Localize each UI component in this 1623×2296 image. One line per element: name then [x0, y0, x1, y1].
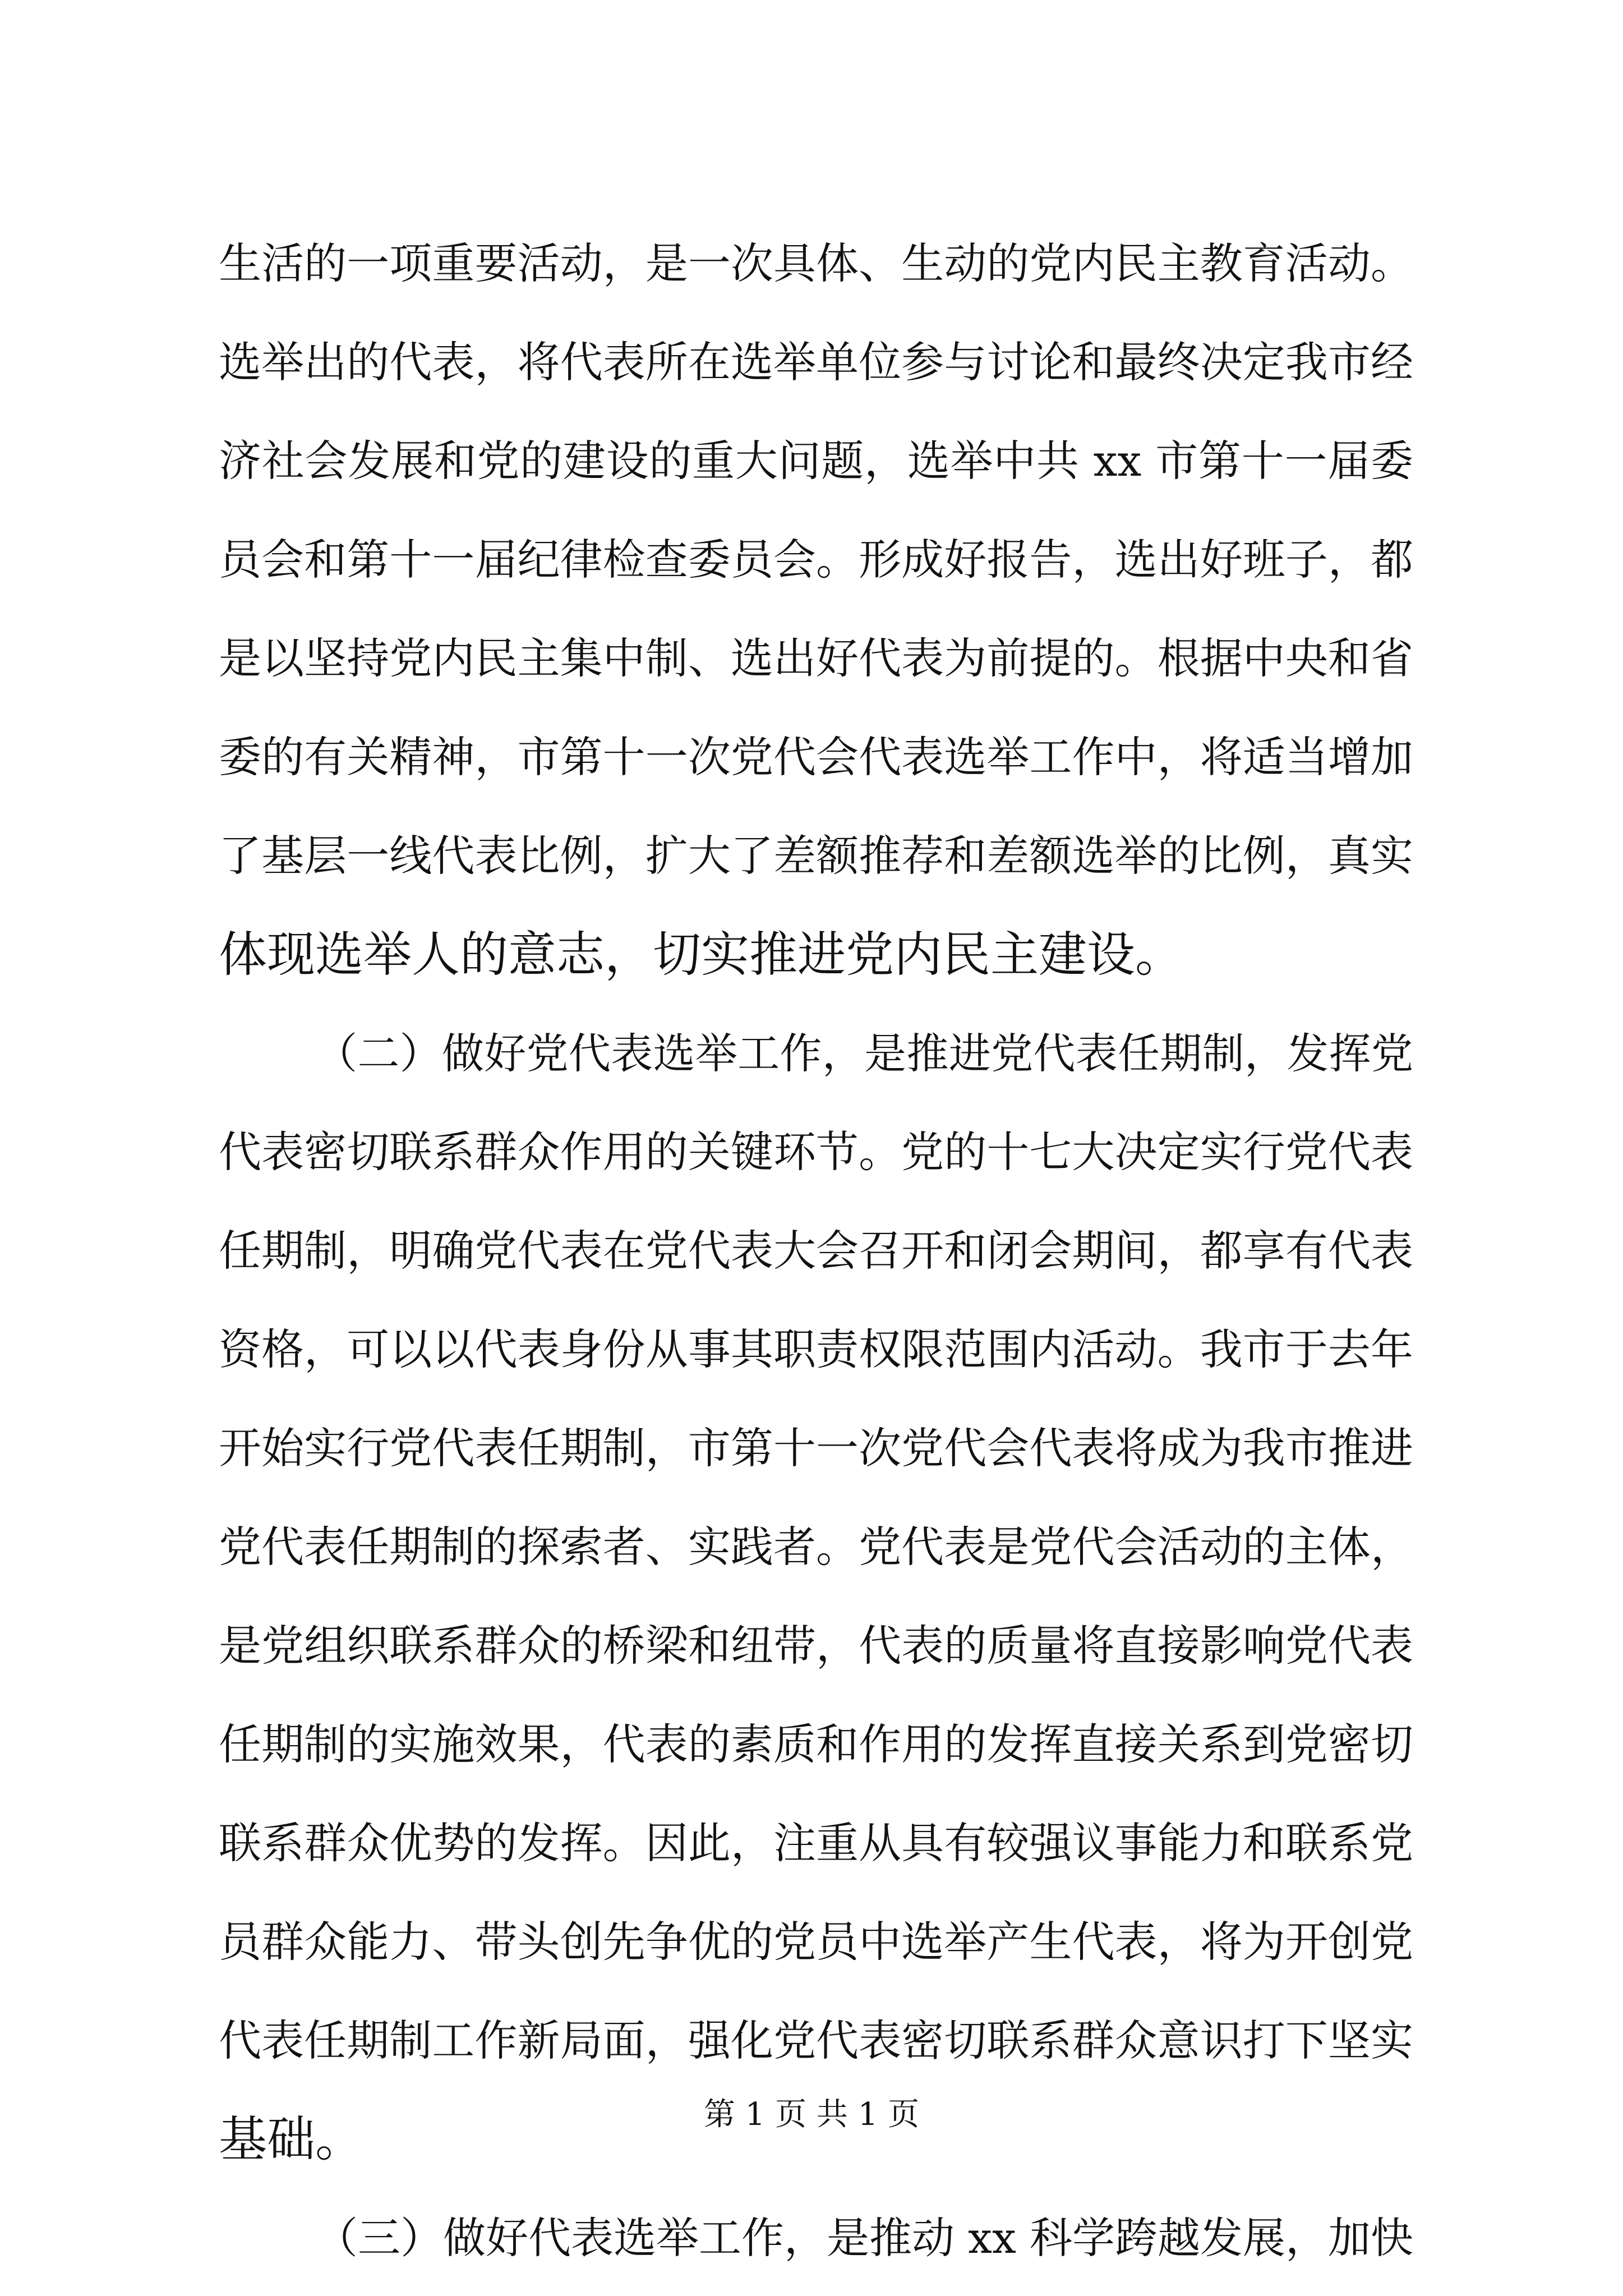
text-line: 代表密切联系群众作用的关键环节。党的十七大决定实行党代表 [219, 1127, 1413, 1177]
paragraph-start-line: （二）做好党代表选举工作，是推进党代表任期制，发挥党 [315, 1029, 1413, 1078]
text-line: 任期制的实施效果，代表的素质和作用的发挥直接关系到党密切 [219, 1719, 1413, 1769]
text-line: 了基层一线代表比例，扩大了差额推荐和差额选举的比例，真实 [219, 831, 1413, 881]
text-line: 济社会发展和党的建设的重大问题，选举中共 xx 市第十一届委 [219, 436, 1413, 486]
text-line: 委的有关精神，市第十一次党代会代表选举工作中，将适当增加 [219, 732, 1413, 782]
text-line: 选举出的代表，将代表所在选举单位参与讨论和最终决定我市经 [219, 337, 1413, 387]
text-line: 资格，可以以代表身份从事其职责权限范围内活动。我市于去年 [219, 1324, 1413, 1374]
text-line: 任期制，明确党代表在党代表大会召开和闭会期间，都享有代表 [219, 1226, 1413, 1276]
paragraph-start-line: （三）做好代表选举工作，是推动 xx 科学跨越发展，加快 [315, 2213, 1414, 2263]
text-line: 基础。 [219, 2111, 363, 2168]
text-line: 员群众能力、带头创先争优的党员中选举产生代表，将为开创党 [219, 1917, 1413, 1967]
text-line: 是党组织联系群众的桥梁和纽带，代表的质量将直接影响党代表 [219, 1621, 1413, 1671]
page-footer: 第 1 页 共 1 页 [703, 2096, 920, 2133]
text-line: 体现选举人的意志，切实推进党内民主建设。 [219, 927, 1183, 983]
text-line: 员会和第十一届纪律检查委员会。形成好报告，选出好班子，都 [219, 535, 1413, 585]
text-line: 开始实行党代表任期制，市第十一次党代会代表将成为我市推进 [219, 1423, 1413, 1473]
body-text [219, 214, 1413, 2288]
text-line: 党代表任期制的探索者、实践者。党代表是党代会活动的主体， [219, 1522, 1413, 1572]
text-line: 代表任期制工作新局面，强化党代表密切联系群众意识打下坚实 [219, 2016, 1413, 2065]
text-line: 生活的一项重要活动，是一次具体、生动的党内民主教育活动。 [219, 238, 1413, 288]
text-line: 是以坚持党内民主集中制、选出好代表为前提的。根据中央和省 [219, 633, 1413, 683]
text-line: 联系群众优势的发挥。因此，注重从具有较强议事能力和联系党 [219, 1818, 1413, 1868]
